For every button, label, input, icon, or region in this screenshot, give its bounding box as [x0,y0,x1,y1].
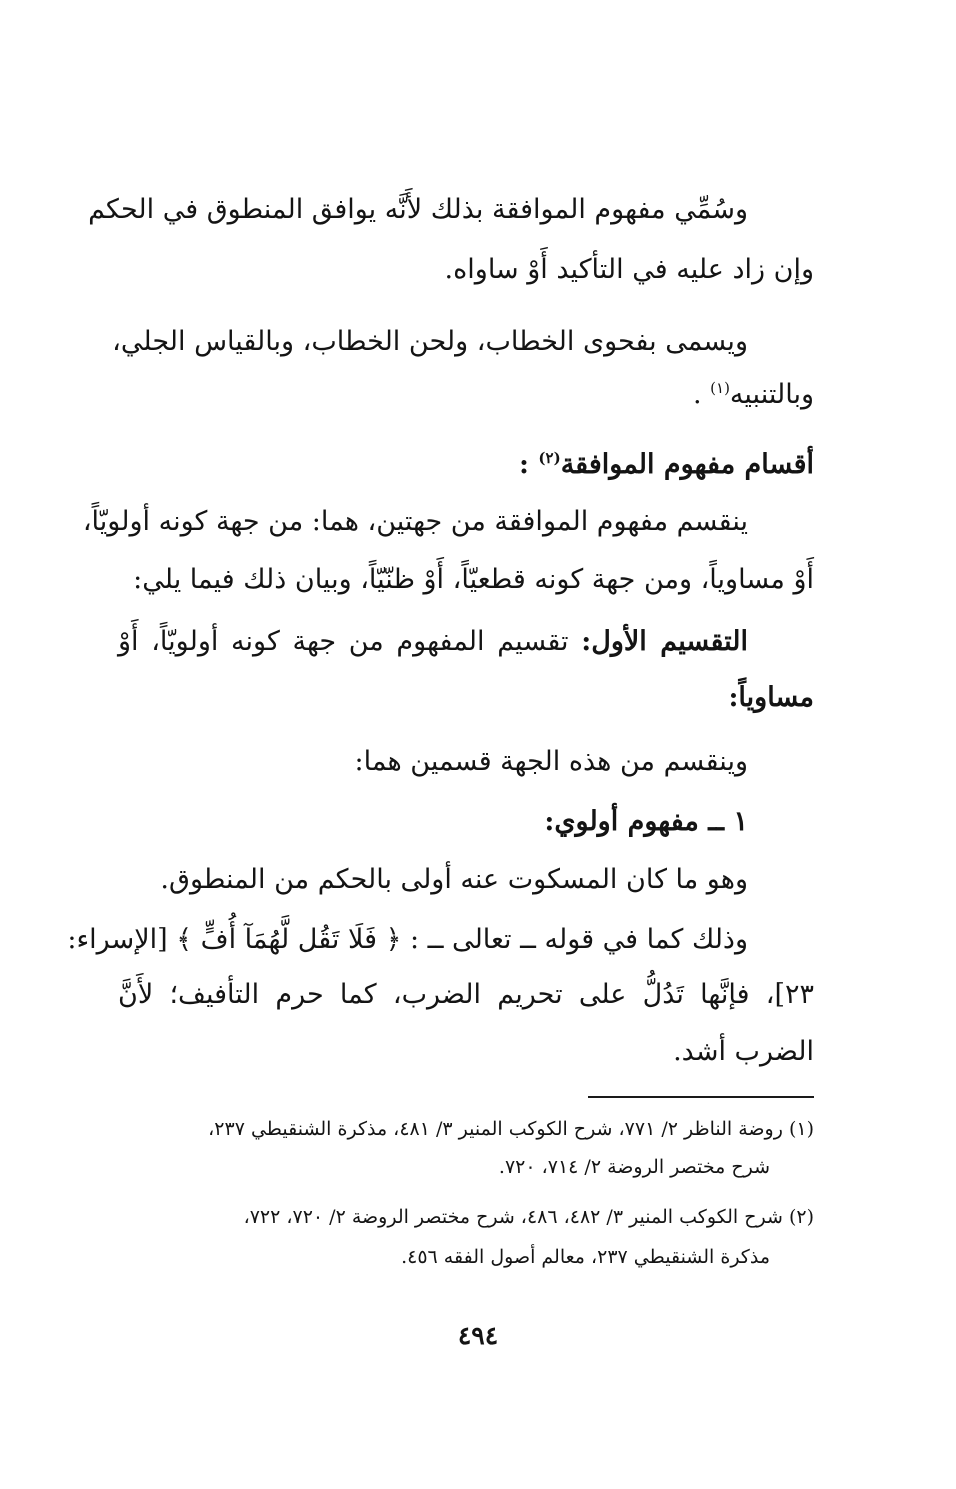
paragraph-text: . [692,379,702,410]
paragraph-line: ويسمى بفحوى الخطاب، ولحن الخطاب، وبالقياس الجلي، [112,326,748,357]
paragraph-line: أَوْ مساوياً، ومن جهة كونه قطعيّاً، أَوْ ظنّيّاً، وبيان ذلك فيما يلي: [133,564,814,595]
paragraph-line: ٢٣]، فإنَّها تَدُلُّ على تحريم الضرب، كما حرم التأفيف؛ لأَنَّ [118,979,814,1010]
footnote-reference: (٢) [538,449,561,467]
subsection-title: التقسيم الأول: [581,626,748,657]
footnote-line: شرح مختصر الروضة ٢/ ٧١٤، ٧٢٠. [498,1156,770,1178]
paragraph-line: وينقسم من هذه الجهة قسمين هما: [354,746,748,777]
heading-text: أقسام مفهوم الموافقة [560,449,814,480]
page-number: ٤٩٤ [457,1321,499,1350]
paragraph-text: وبالتنبيه [729,379,814,410]
paragraph-line: الضرب أشد. [673,1036,814,1067]
paragraph-line [118,375,814,415]
footnote-line: مذكرة الشنقيطي ٢٣٧، معالم أصول الفقه ٤٥٦. [401,1246,770,1268]
footnote-reference: (١) [710,379,730,397]
paragraph-line: ينقسم مفهوم الموافقة من جهتين، هما: من جهة كونه أولويّاً، [82,506,748,537]
paragraph-text: تقسيم المفهوم من جهة كونه أولويّاً، أَوْ [118,626,569,657]
footnote-divider [588,1096,814,1098]
paragraph-line: وسُمِّي مفهوم الموافقة بذلك لأَنَّه يوافق المنطوق في الحكم [88,194,748,225]
paragraph-line [118,622,748,662]
paragraph-line: وذلك كما في قوله ــ تعالى ــ : ﴿ فَلَا تَقُل لَّهُمَآ أُفٍّ ﴾ [الإسراء: [67,924,748,955]
footnote-line: (١) روضة الناظر ٢/ ٧٧١، شرح الكوكب المنير ٣/ ٤٨١، مذكرة الشنقيطي ٢٣٧، [208,1118,814,1140]
section-heading [118,445,814,485]
paragraph-line: مساوياً: [728,682,814,713]
footnote-line: (٢) شرح الكوكب المنير ٣/ ٤٨٢، ٤٨٦، شرح مختصر الروضة ٢/ ٧٢٠، ٧٢٢، [243,1206,814,1228]
heading-text: : [519,449,530,480]
list-item-heading: ١ ــ مفهوم أولوي: [544,806,748,837]
paragraph-line: وإن زاد عليه في التأكيد أَوْ ساواه. [444,254,814,285]
paragraph-line: وهو ما كان المسكوت عنه أولى بالحكم من المنطوق. [160,864,748,895]
